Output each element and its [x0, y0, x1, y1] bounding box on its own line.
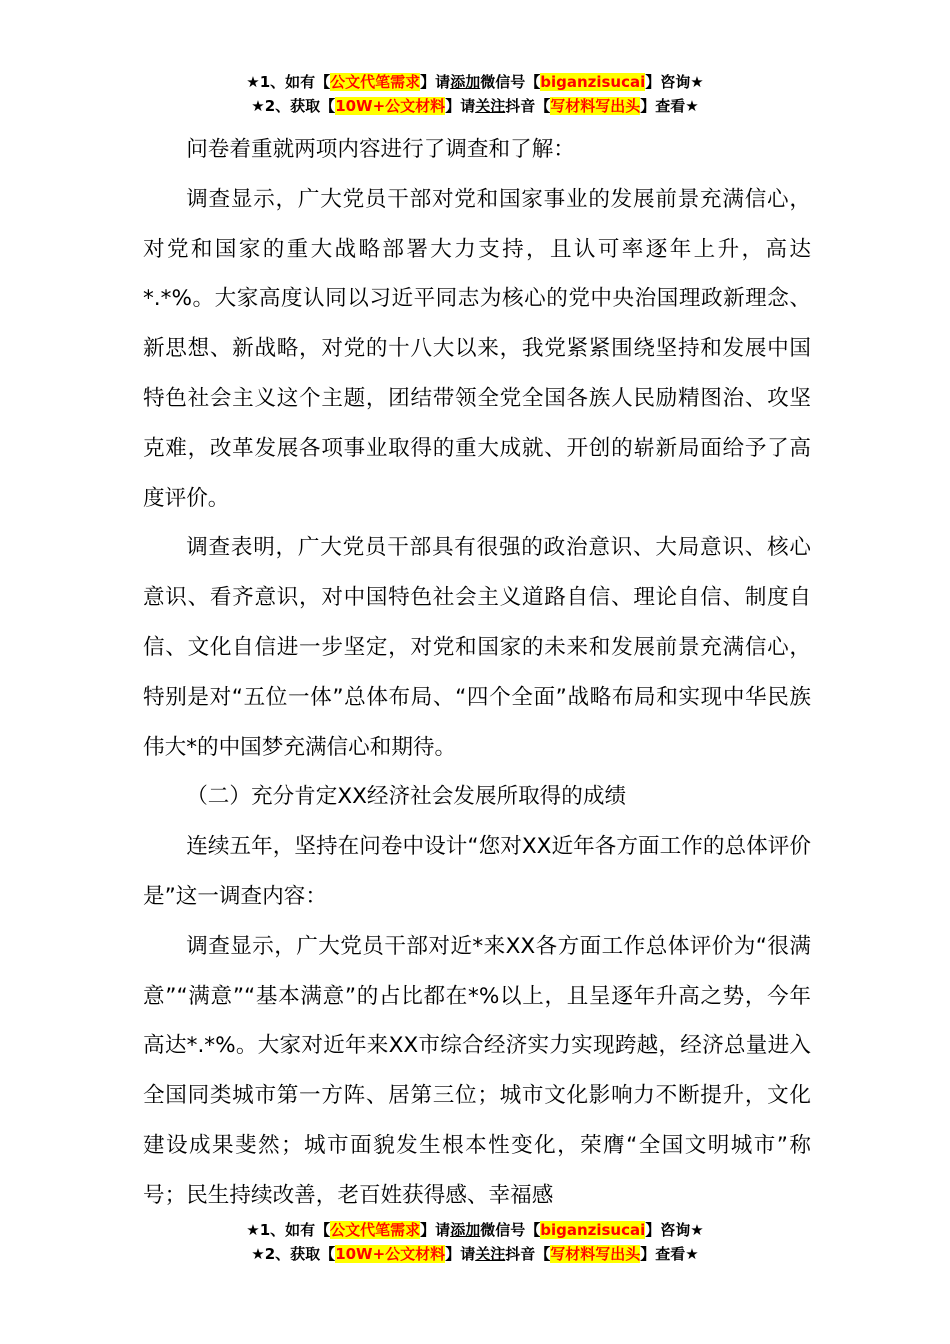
- document-body: [143, 125, 811, 1221]
- banner-text: ★2、获取【: [251, 97, 336, 115]
- banner-underline: 关注: [475, 1245, 506, 1263]
- banner-line-2: [0, 94, 950, 118]
- banner-text: 】咨询★: [645, 1221, 704, 1239]
- banner-highlight: 公文代笔需求: [330, 73, 421, 91]
- banner-underline: 添加: [450, 73, 481, 91]
- header-banner: [0, 70, 950, 118]
- paragraph: 调查显示，广大党员干部对党和国家事业的发展前景充满信心，对党和国家的重大战略部署大力支持，且认可率逐年上升，高达*.*%。大家高度认同以习近平同志为核心的党中央治国理政新理念、新思想、新战略，对党的十八大以来，我党紧紧围绕坚持和发展中国特色社会主义这个主题，团结带领全党全国各族人民励精图治、攻坚克难，改革发展各项事业取得的重大成就、开创的崭新局面给予了高度评价。: [143, 186, 811, 511]
- banner-line-1: [0, 70, 950, 94]
- banner-line-1: [0, 1218, 950, 1242]
- section-heading: （二）充分肯定XX经济社会发展所取得的成绩: [186, 784, 627, 810]
- paragraph: 问卷着重就两项内容进行了调查和了解：: [186, 137, 575, 162]
- banner-text: 微信号【: [480, 73, 541, 91]
- banner-underline: 添加: [450, 1221, 481, 1239]
- paragraph: 连续五年，坚持在问卷中设计“您对XX近年各方面工作的总体评价是”这一调查内容：: [143, 834, 811, 909]
- paragraph: 调查显示，广大党员干部对近*来XX各方面工作总体评价为“很满意”“满意”“基本满意”的占比都在*%以上，且呈逐年升高之势，今年高达*.*%。大家对近年来XX市综合经济实力实现跨越，经济总量进入全国同类城市第一方阵、居第三位；城市文化影响力不断提升，文化建设成果斐然；城市面貌发生根本性变化，荣膺“全国文明城市”称号；民生持续改善，老百姓获得感、幸福感: [143, 933, 811, 1208]
- banner-text: 抖音【: [505, 97, 551, 115]
- banner-text: 】请: [445, 1245, 476, 1263]
- banner-highlight: 公文代笔需求: [330, 1221, 421, 1239]
- banner-text: 】请: [420, 73, 451, 91]
- banner-text: 】查看★: [640, 97, 699, 115]
- banner-text: ★1、如有【: [246, 1221, 331, 1239]
- banner-text: 】查看★: [640, 1245, 699, 1263]
- banner-highlight: 写材料写出头: [550, 97, 641, 115]
- banner-highlight: 10W+公文材料: [335, 97, 446, 115]
- footer-banner: [0, 1218, 950, 1266]
- banner-text: ★1、如有【: [246, 73, 331, 91]
- banner-text: 】请: [420, 1221, 451, 1239]
- banner-text: ★2、获取【: [251, 1245, 336, 1263]
- banner-text: 微信号【: [480, 1221, 541, 1239]
- banner-text: 抖音【: [505, 1245, 551, 1263]
- banner-highlight: 写材料写出头: [550, 1245, 641, 1263]
- banner-highlight: biganzisucai: [540, 1221, 646, 1239]
- banner-line-2: [0, 1242, 950, 1266]
- banner-highlight: biganzisucai: [540, 73, 646, 91]
- banner-text: 】咨询★: [645, 73, 704, 91]
- paragraph: 调查表明，广大党员干部具有很强的政治意识、大局意识、核心意识、看齐意识，对中国特色社会主义道路自信、理论自信、制度自信、文化自信进一步坚定，对党和国家的未来和发展前景充满信心，特别是对“五位一体”总体布局、“四个全面”战略布局和实现中华民族伟大*的中国梦充满信心和期待。: [143, 535, 811, 760]
- banner-highlight: 10W+公文材料: [335, 1245, 446, 1263]
- banner-text: 】请: [445, 97, 476, 115]
- banner-underline: 关注: [475, 97, 506, 115]
